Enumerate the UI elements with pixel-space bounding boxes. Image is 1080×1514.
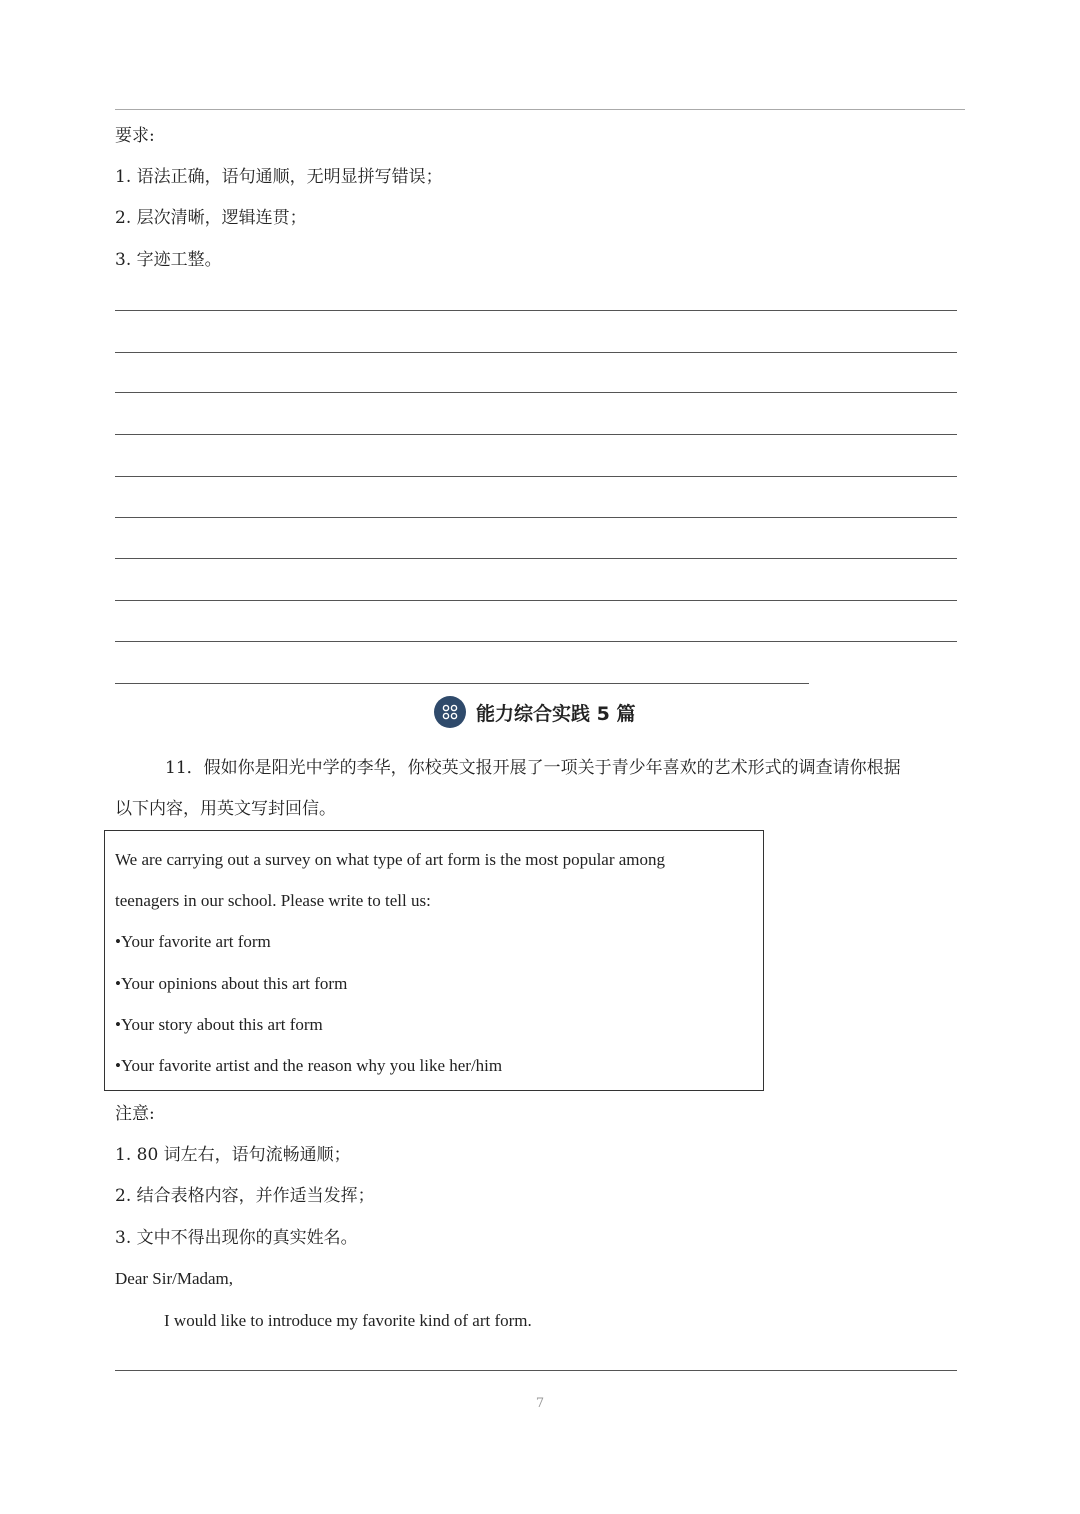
notes-label: 注意:	[115, 1104, 155, 1124]
requirements-label: 要求:	[115, 126, 155, 146]
writing-line[interactable]	[115, 641, 957, 642]
writing-line[interactable]	[115, 476, 957, 477]
writing-line[interactable]	[115, 392, 957, 393]
notice-line: teenagers in our school. Please write to tell us:	[115, 891, 431, 910]
requirement-item-3: 3. 字迹工整。	[115, 250, 222, 270]
notice-line: We are carrying out a survey on what type of art form is the most popular among	[115, 850, 666, 869]
note-item-2: 2. 结合表格内容，并作适当发挥；	[115, 1186, 375, 1206]
survey-notice-box	[104, 830, 764, 1091]
section-title: 能力综合实践 5 篇	[476, 702, 636, 725]
writing-line[interactable]	[115, 683, 809, 684]
section-heading	[434, 696, 635, 728]
people-icon	[434, 696, 466, 728]
writing-line[interactable]	[115, 558, 957, 559]
requirement-item-2: 2. 层次清晰，逻辑连贯；	[115, 208, 307, 228]
note-item-3: 3. 文中不得出现你的真实姓名。	[115, 1228, 358, 1248]
writing-line[interactable]	[115, 310, 957, 311]
page-number: 7	[535, 1396, 545, 1411]
letter-opening: I would like to introduce my favorite kind of art form.	[164, 1311, 532, 1330]
writing-line[interactable]	[115, 517, 957, 518]
question-line-1: 11．假如你是阳光中学的李华，你校英文报开展了一项关于青少年喜欢的艺术形式的调查请你根据	[165, 758, 901, 778]
writing-line[interactable]	[115, 352, 957, 353]
question-line-2: 以下内容，用英文写封回信。	[115, 799, 336, 819]
writing-line[interactable]	[115, 600, 957, 601]
requirement-item-1: 1. 语法正确，语句通顺，无明显拼写错误；	[115, 167, 443, 187]
notice-bullet: •Your opinions about this art form	[115, 974, 348, 993]
notice-bullet: •Your favorite artist and the reason why you like her/him	[115, 1056, 503, 1075]
notice-bullet: •Your story about this art form	[115, 1015, 323, 1034]
notice-bullet: •Your favorite art form	[115, 932, 271, 951]
writing-line[interactable]	[115, 1370, 957, 1371]
writing-line[interactable]	[115, 434, 957, 435]
note-item-1: 1. 80 词左右，语句流畅通顺；	[115, 1145, 351, 1165]
letter-salutation: Dear Sir/Madam,	[115, 1269, 234, 1288]
top-divider	[115, 109, 965, 110]
